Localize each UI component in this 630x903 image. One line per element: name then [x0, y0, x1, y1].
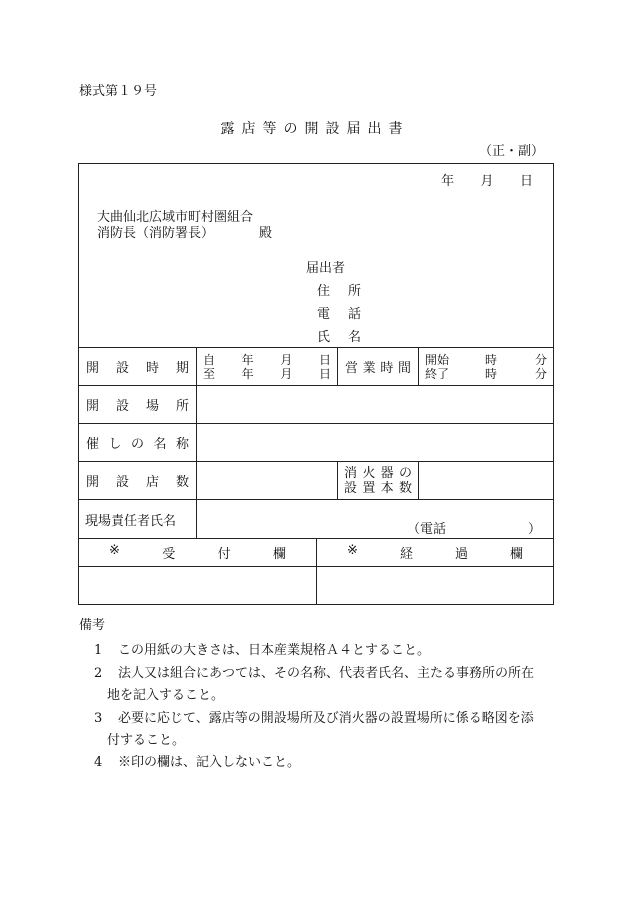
period-to-char: 日 — [318, 366, 331, 381]
label-char: 期 — [175, 361, 189, 376]
supervisor-label — [79, 500, 197, 539]
date-month-label: 月 — [480, 174, 494, 189]
label-char: 置 — [362, 480, 376, 496]
label-char: 所 — [175, 399, 189, 414]
label-char: 数 — [175, 475, 189, 490]
label-char: 時 — [380, 361, 394, 376]
note-number: 3 — [94, 711, 103, 726]
supervisor-label-text: 現場責任者氏名 — [85, 513, 177, 529]
date-year-label: 年 — [441, 174, 455, 189]
label-char: 設 — [344, 480, 358, 496]
label-char: 欄 — [510, 547, 524, 562]
hours-start-minute: 分 — [535, 352, 548, 367]
label-char: 営 — [345, 361, 359, 376]
notifier-name-char: 名 — [347, 330, 361, 345]
hours-start-hour: 時 — [485, 352, 498, 367]
note-item — [94, 639, 430, 658]
notifier-phone-char: 話 — [347, 307, 361, 322]
label-char: 火 — [362, 465, 376, 481]
label-char: 業 — [362, 361, 376, 376]
addressee-organization: 大曲仙北広域市町村圏組合 — [97, 210, 254, 225]
hours-end-minute: 分 — [535, 366, 548, 381]
label-char: 開 — [86, 475, 100, 490]
store-count-label — [79, 462, 197, 500]
form-number: 様式第１９号 — [79, 84, 158, 99]
supervisor-field[interactable] — [197, 500, 554, 539]
period-from-char: 年 — [241, 352, 254, 367]
period-from-char: 自 — [203, 352, 216, 367]
note-text: ※印の欄は、記入しないこと。 — [118, 755, 301, 770]
extinguisher-count-field[interactable] — [419, 462, 554, 500]
label-char: 経 — [399, 547, 413, 562]
label-char: 過 — [454, 547, 468, 562]
hours-label — [338, 348, 419, 386]
event-name-label — [79, 424, 197, 462]
note-continuation: 付すること。 — [107, 733, 186, 748]
label-char: 本 — [380, 480, 394, 496]
note-continuation: 地を記入すること。 — [107, 688, 225, 703]
phone-open: （電話 — [407, 522, 447, 537]
notifier-phone[interactable] — [317, 303, 361, 322]
notifier-address-char: 所 — [347, 284, 361, 299]
notifier-address-char: 住 — [317, 284, 331, 299]
label-char: 店 — [145, 475, 159, 490]
copy-designation: （正・副） — [478, 144, 544, 159]
addressee-honorific: 殿 — [259, 226, 273, 241]
note-number: 2 — [94, 666, 103, 681]
label-char: 催 — [86, 437, 100, 452]
supervisor-phone — [407, 518, 541, 537]
progress-box — [317, 567, 554, 605]
store-count-field[interactable] — [197, 462, 338, 500]
extinguisher-count-label — [338, 462, 419, 500]
label-char: 開 — [86, 399, 100, 414]
progress-header — [317, 539, 554, 567]
note-item — [94, 751, 300, 770]
period-field[interactable] — [197, 348, 338, 386]
period-from-char: 日 — [318, 352, 331, 367]
label-char: 名 — [153, 437, 167, 452]
note-text: この用紙の大きさは、日本産業規格Ａ４とすること。 — [118, 643, 431, 658]
event-name-field[interactable] — [197, 424, 554, 462]
notifier-label: 届出者 — [306, 261, 346, 276]
label-char: ※ — [347, 543, 358, 558]
label-char: ※ — [109, 543, 120, 558]
note-item — [94, 662, 534, 681]
header-block — [79, 164, 554, 348]
notifier-name-char: 氏 — [317, 330, 331, 345]
label-char: 設 — [115, 399, 129, 414]
period-label — [79, 348, 197, 386]
notifier-address[interactable] — [317, 280, 361, 299]
reception-box — [79, 567, 317, 605]
application-form-table — [78, 163, 554, 605]
period-to-char: 年 — [241, 366, 254, 381]
date-day-label: 日 — [520, 174, 534, 189]
hours-end-hour: 時 — [485, 366, 498, 381]
document-title: 露店等の開設届出書 — [220, 121, 410, 137]
note-text: 必要に応じて、露店等の開設場所及び消火器の設置場所に係る略図を添 — [118, 711, 534, 726]
hours-end-label: 終了 — [425, 366, 450, 381]
label-char: 設 — [115, 361, 129, 376]
label-char: 称 — [175, 437, 189, 452]
label-char: 場 — [145, 399, 159, 414]
label-char: 器 — [380, 465, 394, 481]
note-item — [94, 707, 534, 726]
reception-header — [79, 539, 317, 567]
hours-field[interactable] — [419, 348, 554, 386]
note-number: 4 — [94, 755, 103, 770]
notifier-name[interactable] — [317, 326, 361, 345]
addressee-chief: 消防長（消防署長） — [97, 226, 215, 241]
notifier-phone-char: 電 — [317, 307, 331, 322]
label-char: 設 — [115, 475, 129, 490]
label-char: 開 — [86, 361, 100, 376]
period-from-char: 月 — [280, 352, 293, 367]
label-char: 欄 — [272, 547, 286, 562]
label-char: 時 — [145, 361, 159, 376]
label-char: 付 — [217, 547, 231, 562]
label-char: 間 — [397, 361, 411, 376]
label-char: 消 — [344, 465, 358, 481]
label-char: し — [108, 437, 122, 452]
period-to-char: 月 — [280, 366, 293, 381]
note-number: 1 — [94, 643, 103, 658]
label-char: の — [130, 437, 144, 452]
location-field[interactable] — [197, 386, 554, 424]
label-char: 数 — [398, 480, 412, 496]
notes-title: 備考 — [79, 618, 106, 633]
hours-start-label: 開始 — [425, 352, 450, 367]
label-char: の — [398, 465, 412, 481]
submission-date[interactable] — [441, 170, 533, 189]
label-char: 受 — [162, 547, 176, 562]
location-label — [79, 386, 197, 424]
note-text: 法人又は組合にあつては、その名称、代表者氏名、主たる事務所の所在 — [118, 666, 535, 681]
period-to-char: 至 — [203, 366, 216, 381]
phone-close: ） — [527, 522, 541, 537]
